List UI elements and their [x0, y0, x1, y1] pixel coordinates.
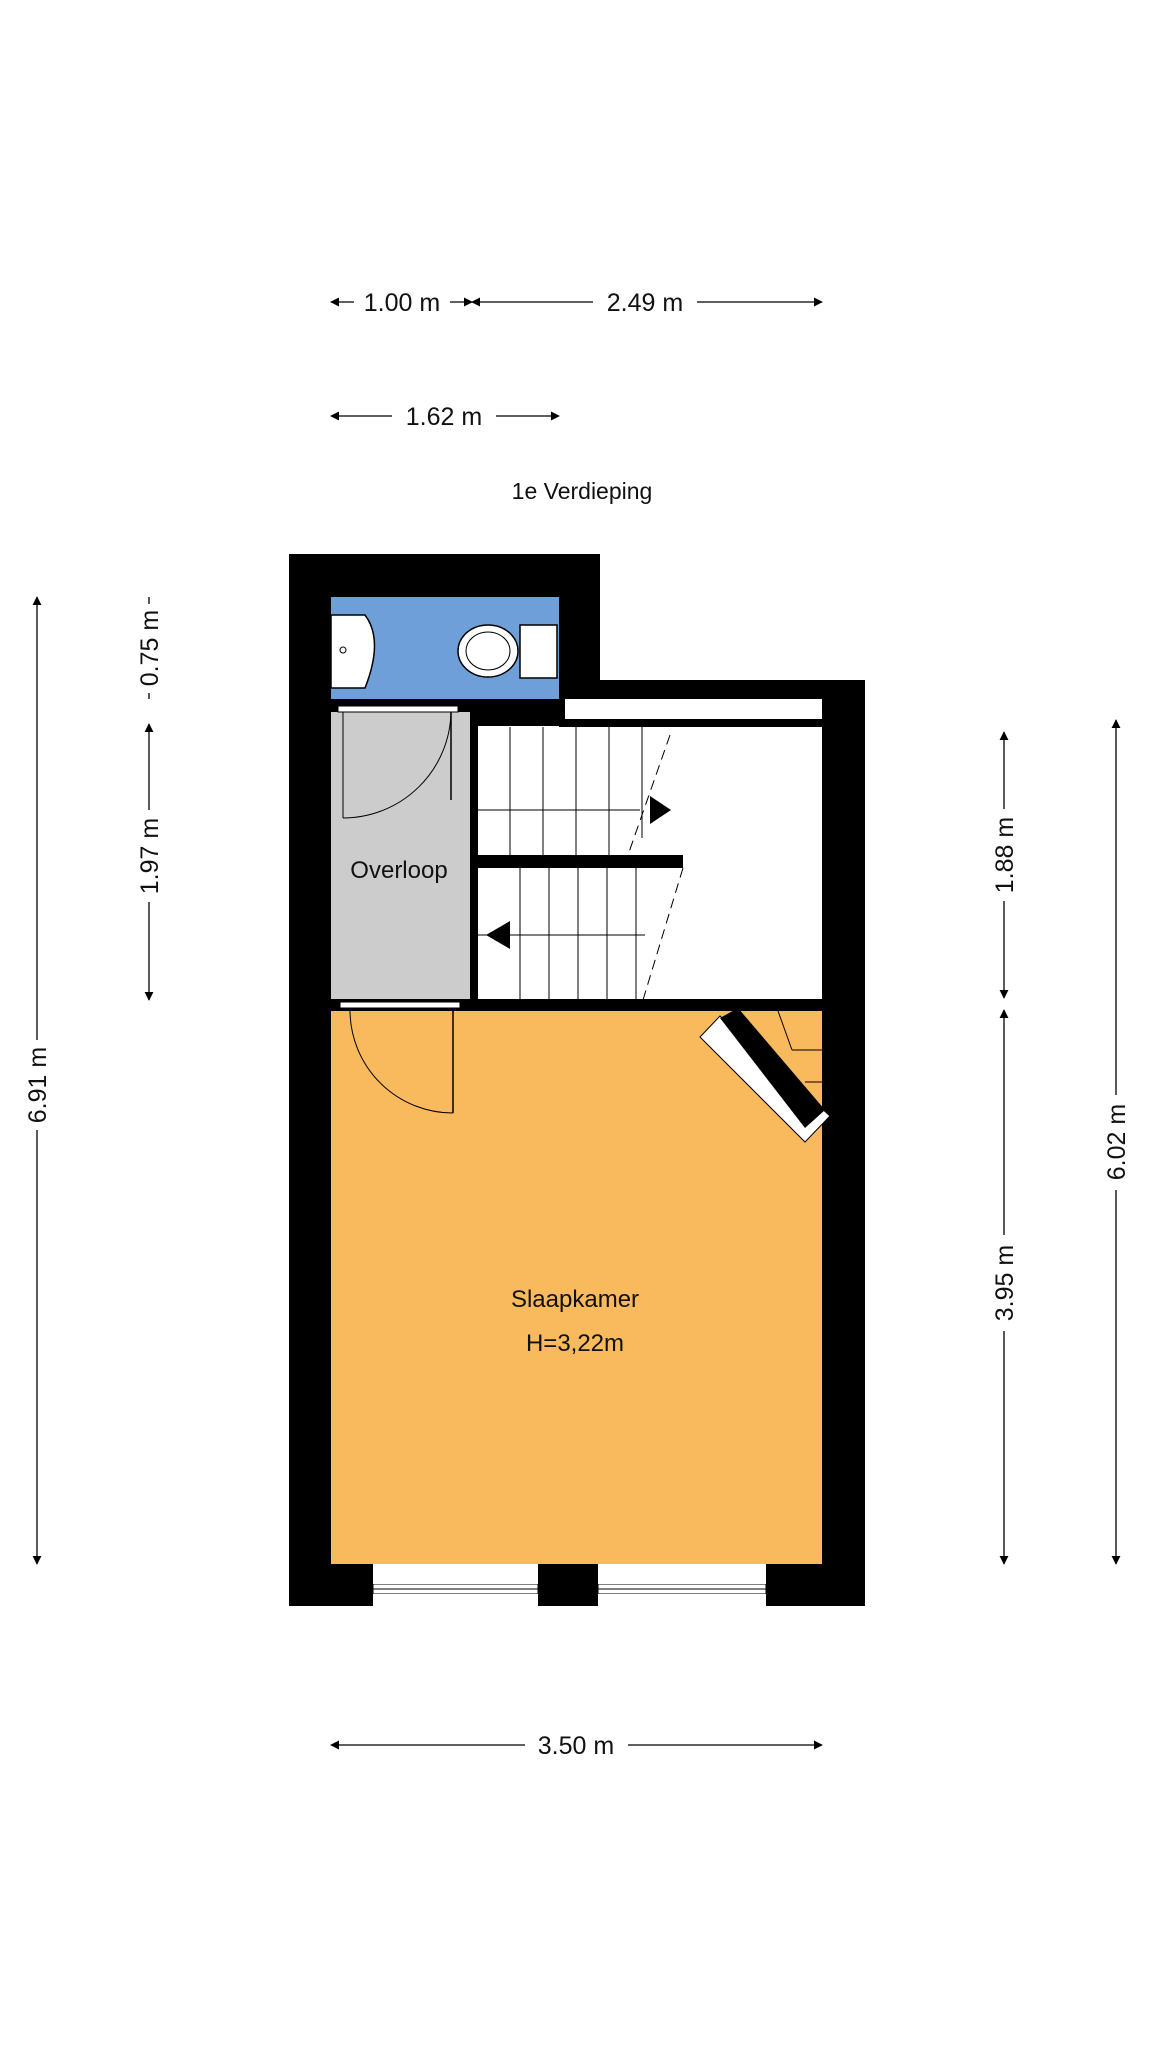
- dim-right-stairs: 1.88 m: [991, 816, 1019, 894]
- floor-title: 1e Verdieping: [511, 478, 653, 504]
- dim-top-right: 2.49 m: [606, 289, 684, 317]
- window-gap: [598, 1564, 766, 1584]
- dim-left-toilet: 0.75 m: [136, 609, 164, 687]
- window-icon: [598, 1584, 766, 1594]
- dim-right-bedroom: 3.95 m: [991, 1244, 1019, 1322]
- stair-top-wall: [559, 719, 822, 727]
- dim-bottom: 3.50 m: [537, 1732, 615, 1760]
- dim-right-total: 6.02 m: [1103, 1103, 1131, 1181]
- sink-icon: [331, 615, 375, 688]
- dim-top-left: 1.00 m: [363, 289, 441, 317]
- dim-left-total: 6.91 m: [24, 1046, 52, 1124]
- dim-top-second: 1.62 m: [405, 403, 483, 431]
- stair-divider-wall: [476, 855, 683, 868]
- window-icon: [373, 1584, 538, 1594]
- landing-strip: [565, 699, 822, 719]
- toilet-icon: [458, 625, 557, 678]
- room-label-overloop: Overloop: [350, 857, 448, 884]
- window-gap: [373, 1564, 538, 1584]
- dim-left-overloop: 1.97 m: [136, 817, 164, 895]
- window-sill: [373, 1594, 538, 1606]
- room-height-slaapkamer: H=3,22m: [525, 1330, 625, 1357]
- room-label-slaapkamer: Slaapkamer: [510, 1286, 640, 1313]
- window-sill: [598, 1594, 766, 1606]
